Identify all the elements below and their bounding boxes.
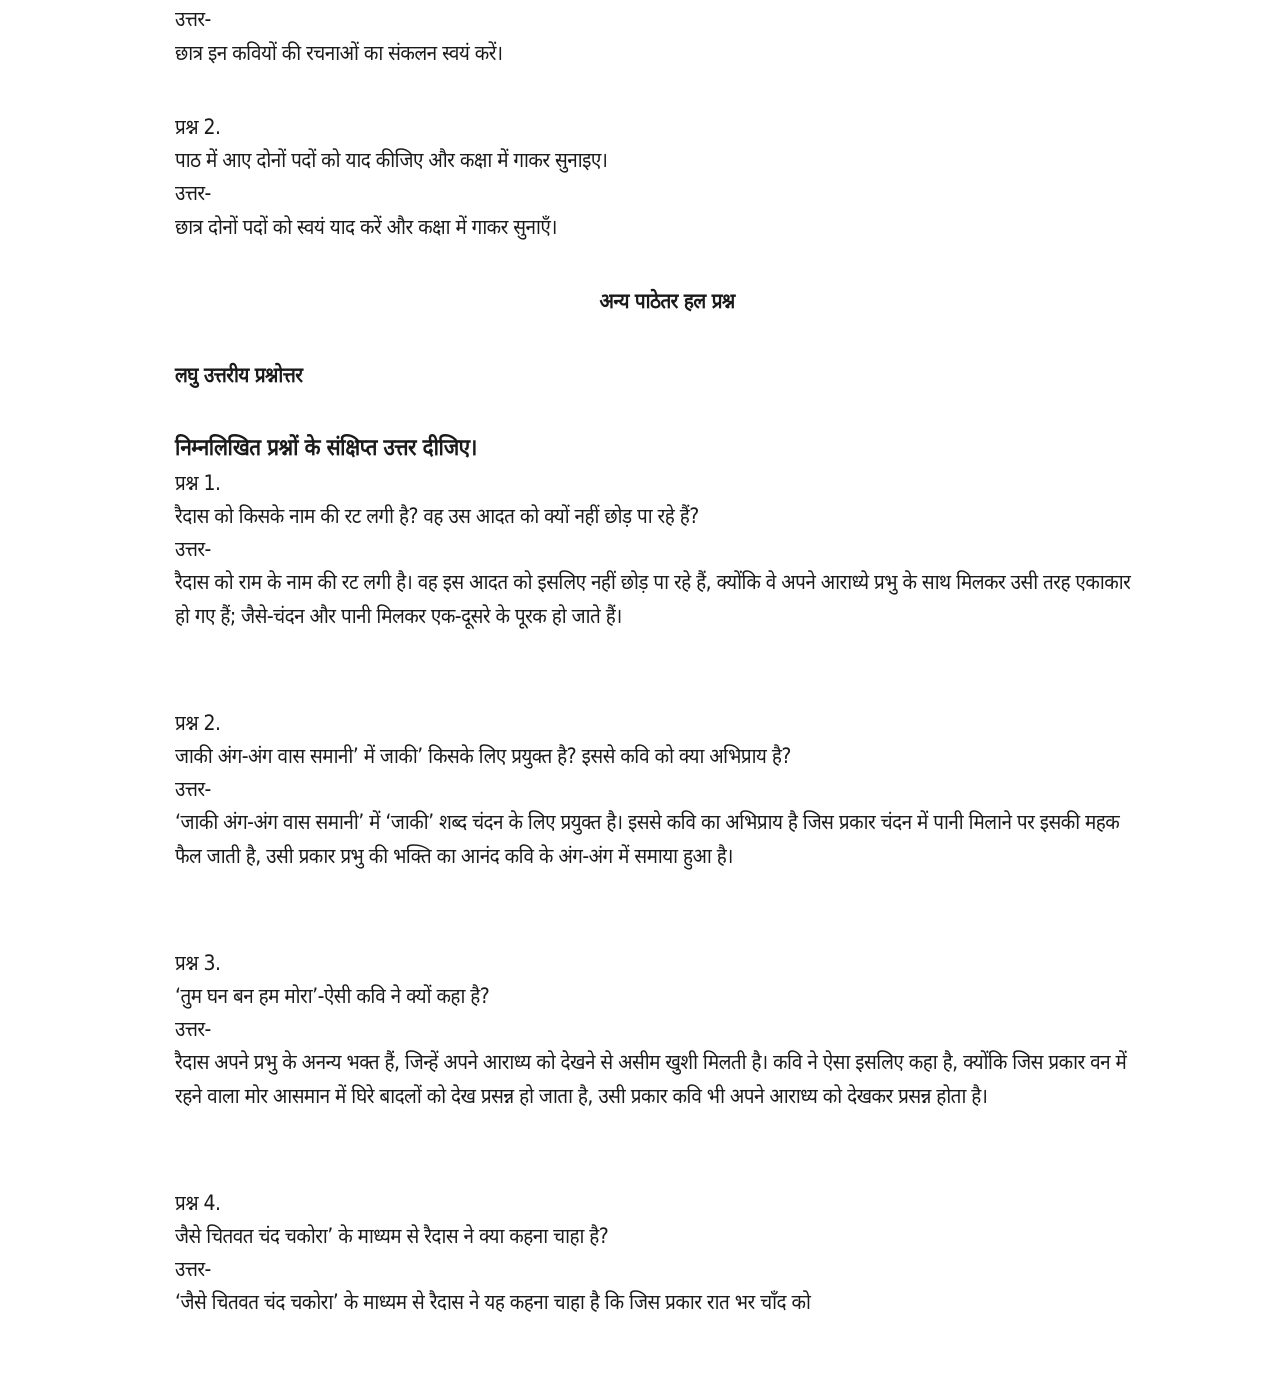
- answer-label: उत्तर-: [175, 1017, 211, 1041]
- answer-text: रैदास को राम के नाम की रट लगी है। वह इस आदत को इसलिए नहीं छोड़ पा रहे हैं, क्योंकि वे अपने आराध्ये प्रभु के साथ मिलकर उसी तरह एकाकार हो गए हैं; जैसे-चंदन और पानी मिलकर एक-दूसरे के पूरक हो जाते हैं।: [175, 570, 1131, 628]
- question-text: ‘तुम घन बन हम मोरा’-ऐसी कवि ने क्यों कहा है?: [175, 984, 490, 1008]
- subsection-title: लघु उत्तरीय प्रश्नोत्तर: [175, 363, 303, 387]
- answer-text: रैदास अपने प्रभु के अनन्य भक्त हैं, जिन्हें अपने आराध्य को देखने से असीम खुशी मिलती है। कवि ने ऐसा इसलिए कहा है, क्योंकि जिस प्रकार वन में रहने वाला मोर आसमान में घिरे बादलों को देख प्रसन्न हो जाता है, उसी प्रकार कवि भी अपने आराध्य को देखकर प्रसन्न होता है।: [175, 1050, 1127, 1108]
- section-title-text: अन्य पाठेतर हल प्रश्न: [599, 289, 736, 313]
- question-text: जाकी अंग-अंग वास समानी’ में जाकी’ किसके लिए प्रयुक्त है? इससे कवि को क्या अभिप्राय है?: [175, 744, 791, 768]
- question-label: प्रश्न 4.: [175, 1191, 221, 1215]
- question-text: जैसे चितवत चंद चकोरा’ के माध्यम से रैदास ने क्या कहना चाहा है?: [175, 1224, 609, 1248]
- question-label: प्रश्न 3.: [175, 951, 221, 975]
- question-label: प्रश्न 2.: [175, 711, 221, 735]
- section-title: [175, 285, 1160, 319]
- answer-label: उत्तर-: [175, 181, 211, 205]
- question-label: प्रश्न 1.: [175, 471, 221, 495]
- answer-label: उत्तर-: [175, 1257, 211, 1281]
- answer-text: छात्र इन कवियों की रचनाओं का संकलन स्वयं करें।: [175, 41, 503, 65]
- answer-label: उत्तर-: [175, 7, 211, 31]
- answer-label: उत्तर-: [175, 777, 211, 801]
- answer-label: उत्तर-: [175, 537, 211, 561]
- question-text: रैदास को किसके नाम की रट लगी है? वह उस आदत को क्यों नहीं छोड़ पा रहे हैं?: [175, 504, 699, 528]
- answer-text: छात्र दोनों पदों को स्वयं याद करें और कक्षा में गाकर सुनाएँ।: [175, 215, 557, 239]
- answer-text: ‘जैसे चितवत चंद चकोरा’ के माध्यम से रैदास ने यह कहना चाहा है कि जिस प्रकार रात भर चाँद को: [175, 1290, 811, 1314]
- question-text: पाठ में आए दोनों पदों को याद कीजिए और कक्षा में गाकर सुनाइए।: [175, 148, 608, 172]
- question-label: प्रश्न 2.: [175, 115, 221, 139]
- answer-text: ‘जाकी अंग-अंग वास समानी’ में ‘जाकी’ शब्द चंदन के लिए प्रयुक्त है। इससे कवि का अभिप्राय है जिस प्रकार चंदन में पानी मिलाने पर इसकी महक फैल जाती है, उसी प्रकार प्रभु की भक्ति का आनंद कवि के अंग-अंग में समाया हुआ है।: [175, 810, 1120, 868]
- instruction-heading: निम्नलिखित प्रश्नों के संक्षिप्त उत्तर दीजिए।: [175, 435, 477, 461]
